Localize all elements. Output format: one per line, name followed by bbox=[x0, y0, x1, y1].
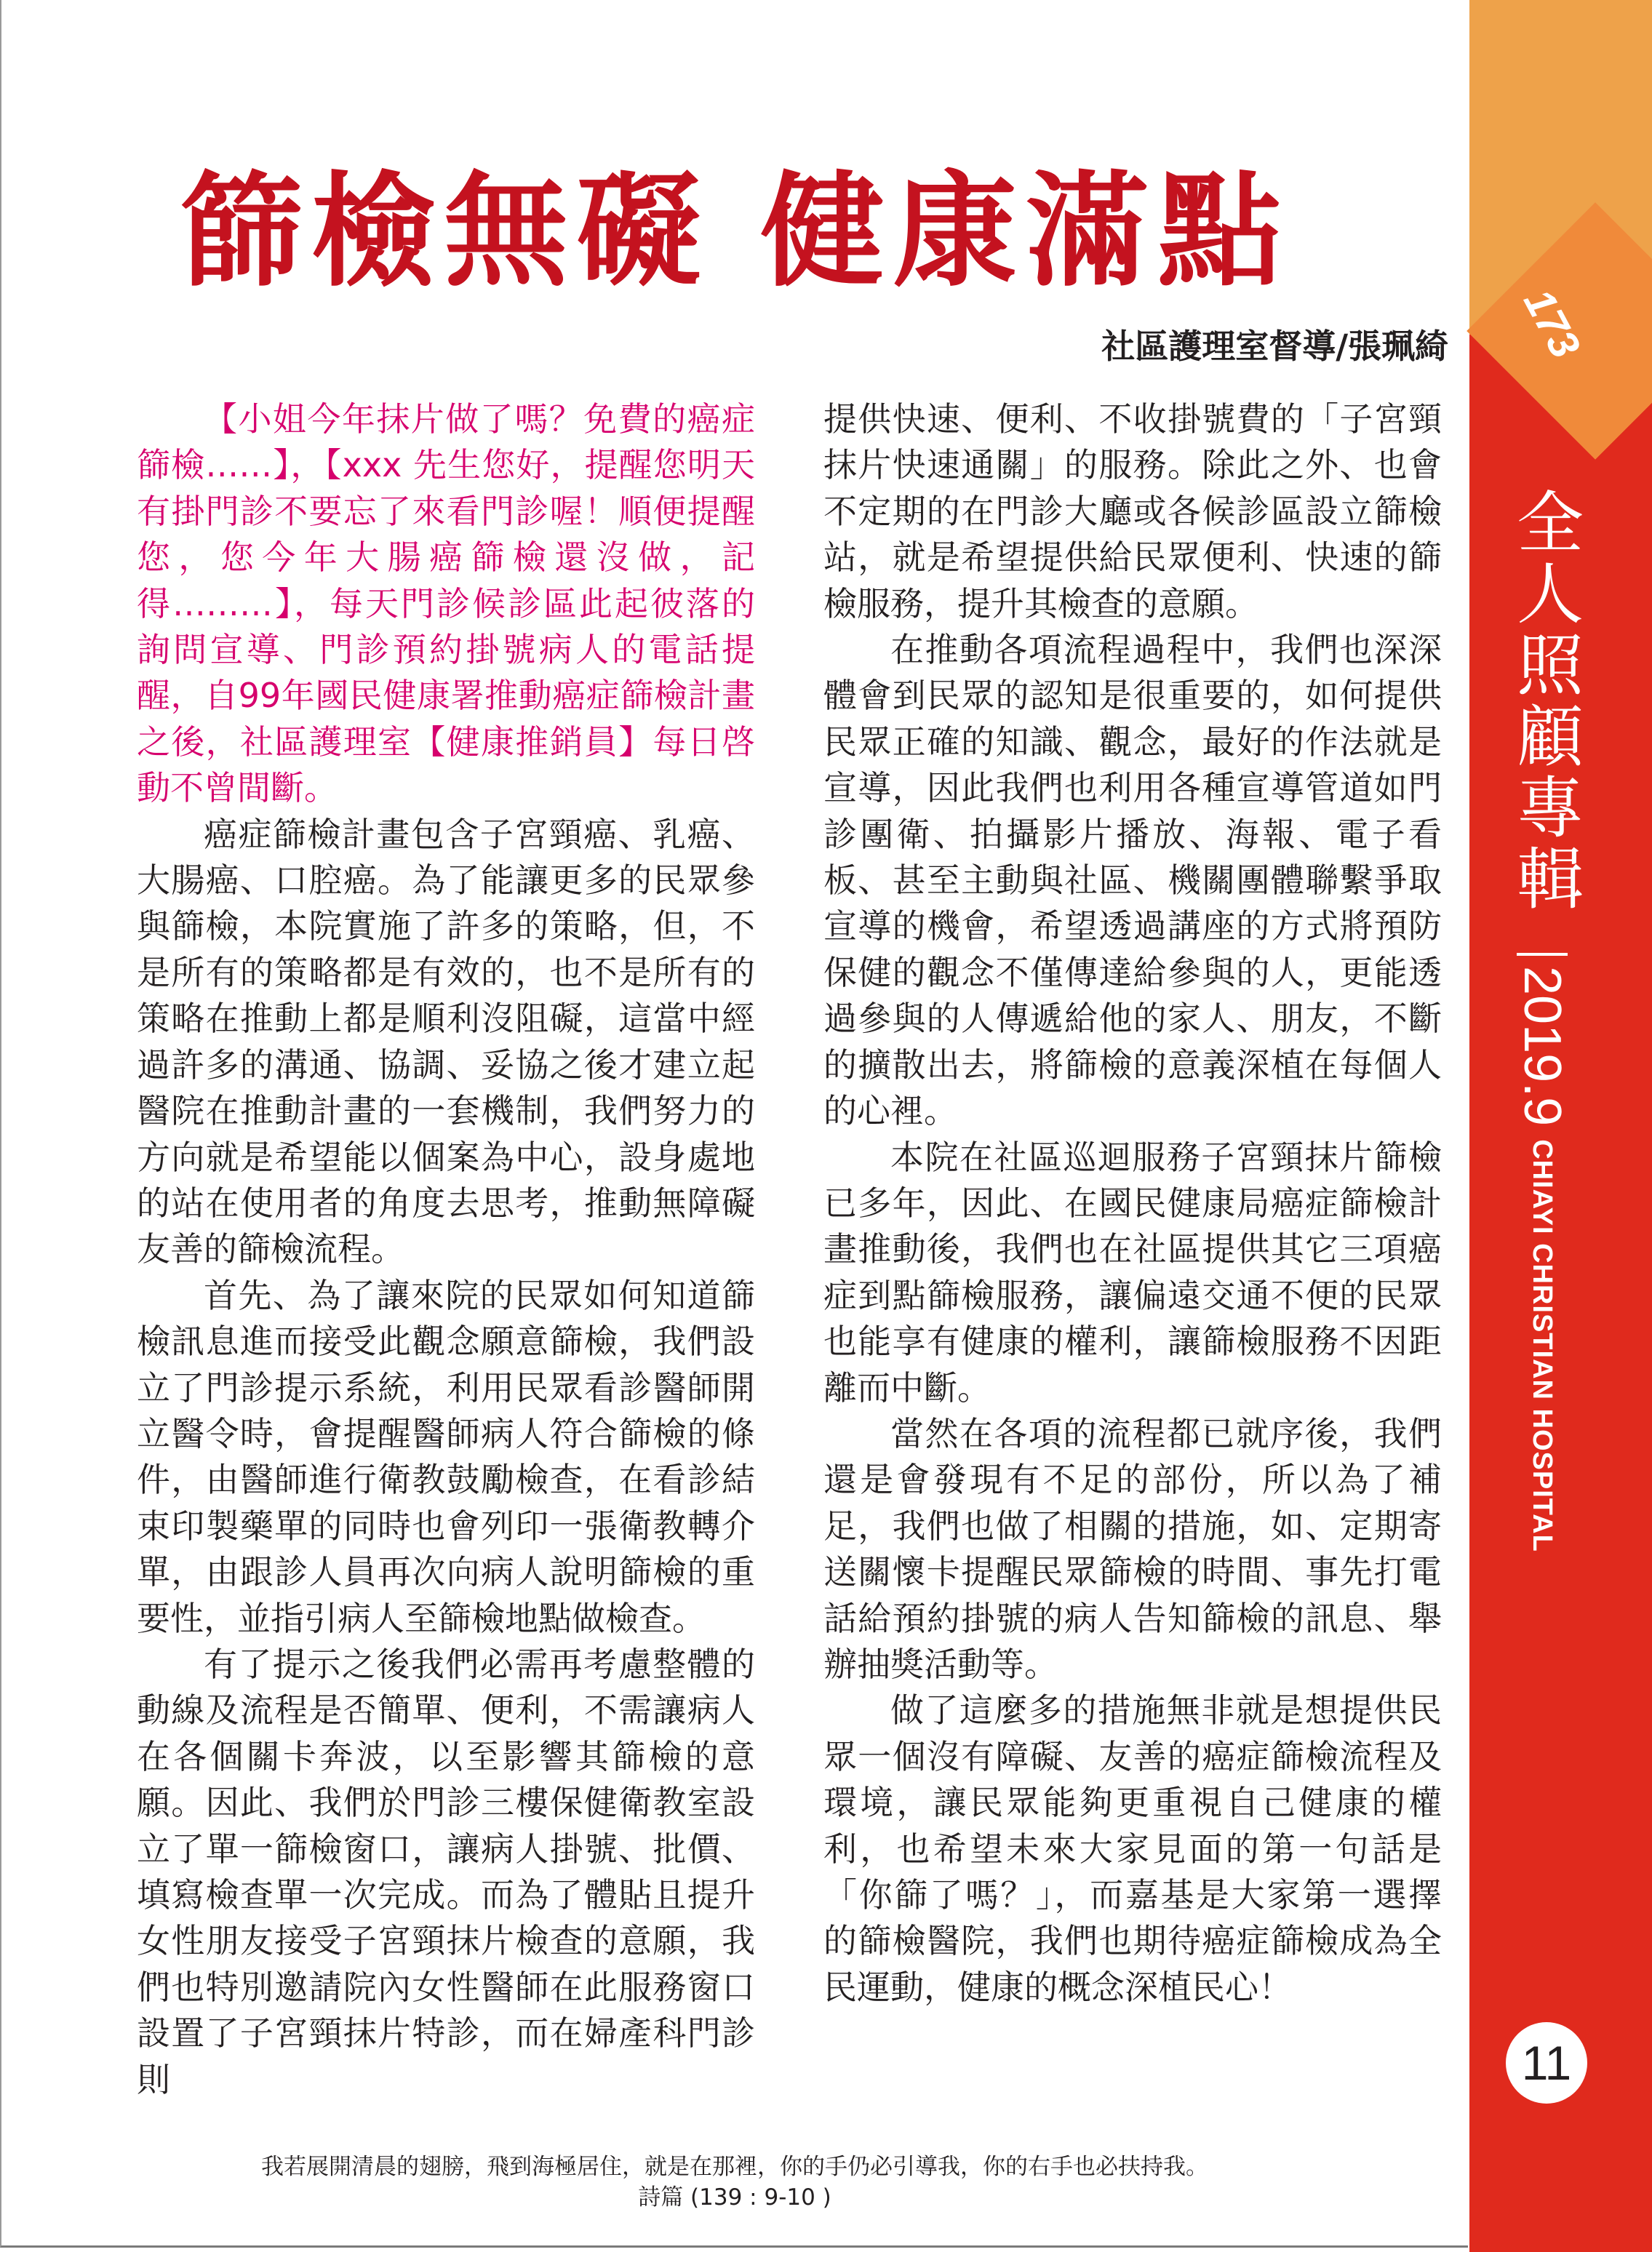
intro-paragraph: 【小姐今年抹片做了嗎？免費的癌症篩檢……】，【xxx 先生您好，提醒您明天有掛門診不要忘了來看門診喔！順便提醒您，您今年大腸癌篩檢還沒做，記得………】，每天門診候診區此起彼落的詢問宣導、門診預約掛號病人的電話提醒，自99年國民健康署推動癌症篩檢計畫之後，社區護理室【健康推銷員】每日啓動不曾間斷。 bbox=[137, 399, 755, 808]
caption-divider bbox=[1517, 953, 1568, 956]
vertical-caption bbox=[1488, 953, 1597, 1709]
paragraph-7: 做了這麼多的措施無非就是想提供民眾一個沒有障礙、友善的癌症篩檢流程及環境，讓民眾能夠更重視自己健康的權利，也希望未來大家見面的第一句話是「你篩了嗎？」，而嘉基是大家第一選擇的篩檢醫院，我們也期待癌症篩檢成為全民運動，健康的概念深植民心！ bbox=[823, 1690, 1442, 2007]
paragraph-5: 本院在社區巡迴服務子宮頸抹片篩檢已多年，因此、在國民健康局癌症篩檢計畫推動後，我們也在社區提供其它三項癌症到點篩檢服務，讓偏遠交通不便的民眾也能享有健康的權利，讓篩檢服務不因距離而中斷。 bbox=[823, 1137, 1442, 1408]
paragraph-2: 首先、為了讓來院的民眾如何知道篩檢訊息進而接受此觀念願意篩檢，我們設立了門診提示系統，利用民眾看診醫師開立醫令時，會提醒醫師病人符合篩檢的條件，由醫師進行衛教鼓勵檢查，在看診結束印製藥單的同時也會列印一張衛教轉介單，由跟診人員再次向病人說明篩檢的重要性，並指引病人至篩檢地點做檢查。 bbox=[137, 1275, 755, 1638]
paragraph-4: 在推動各項流程過程中，我們也深深體會到民眾的認知是很重要的，如何提供民眾正確的知識、觀念，最好的作法就是宣導，因此我們也利用各種宣導管道如門診團衛、拍攝影片播放、海報、電子看板、甚至主動與社區、機關團體聯繫爭取宣導的機會，希望透過講座的方式將預防保健的觀念不僅傳達給參與的人，更能透過參與的人傳遞給他的家人、朋友，不斷的擴散出去，將篩檢的意義深植在每個人的心裡。 bbox=[823, 630, 1442, 1131]
hospital-name: CHIAYI CHRISTIAN HOSPITAL bbox=[1527, 1139, 1558, 1552]
article-title: 篩檢無礙 健康滿點 bbox=[179, 159, 1290, 304]
issue-date: 2019.9 bbox=[1513, 966, 1571, 1127]
page-number: 11 bbox=[1506, 2022, 1587, 2104]
issue-number: 173 bbox=[1515, 281, 1589, 366]
footer bbox=[0, 2152, 1469, 2213]
section-title: 全人照顧專輯 bbox=[1506, 487, 1584, 915]
footer-verse: 我若展開清晨的翅膀，飛到海極居住，就是在那裡，你的手仍必引導我，你的右手也必扶持我。 bbox=[261, 2154, 1208, 2180]
column-right bbox=[823, 396, 1442, 2011]
paragraph-3: 有了提示之後我們必需再考慮整體的動線及流程是否簡單、便利，不需讓病人在各個關卡奔波，以至影響其篩檢的意願。因此、我們於門診三樓保健衛教室設立了單一篩檢窗口，讓病人掛號、批價、填寫檢查單一次完成。而為了體貼且提升女性朋友接受子宮頸抹片檢查的意願，我們也特別邀請院內女性醫師在此服務窗口設置了子宮頸抹片特診，而在婦產科門診則 bbox=[137, 1644, 755, 2099]
article-author: 社區護理室督導/張珮綺 bbox=[1101, 327, 1448, 366]
paragraph-6: 當然在各項的流程都已就序後，我們還是會發現有不足的部份，所以為了補足，我們也做了相關的措施，如、定期寄送關懷卡提醒民眾篩檢的時間、事先打電話給預約掛號的病人告知篩檢的訊息、舉辦抽獎活動等。 bbox=[823, 1413, 1442, 1684]
column-left bbox=[137, 396, 755, 2103]
paragraph-1: 癌症篩檢計畫包含子宮頸癌、乳癌、大腸癌、口腔癌。為了能讓更多的民眾參與篩檢，本院實施了許多的策略，但，不是所有的策略都是有效的，也不是所有的策略在推動上都是順利沒阻礙，這當中經過許多的溝通、協調、妥協之後才建立起醫院在推動計畫的一套機制，我們努力的方向就是希望能以個案為中心，設身處地的站在使用者的角度去思考，推動無障礙友善的篩檢流程。 bbox=[137, 814, 755, 1269]
paragraph-3-continued: 提供快速、便利、不收掛號費的「子宮頸抹片快速通關」的服務。除此之外、也會不定期的在門診大廳或各候診區設立篩檢站，就是希望提供給民眾便利、快速的篩檢服務，提升其檢查的意願。 bbox=[823, 399, 1442, 623]
footer-reference: 詩篇 (139 : 9-10 ) bbox=[638, 2184, 831, 2211]
